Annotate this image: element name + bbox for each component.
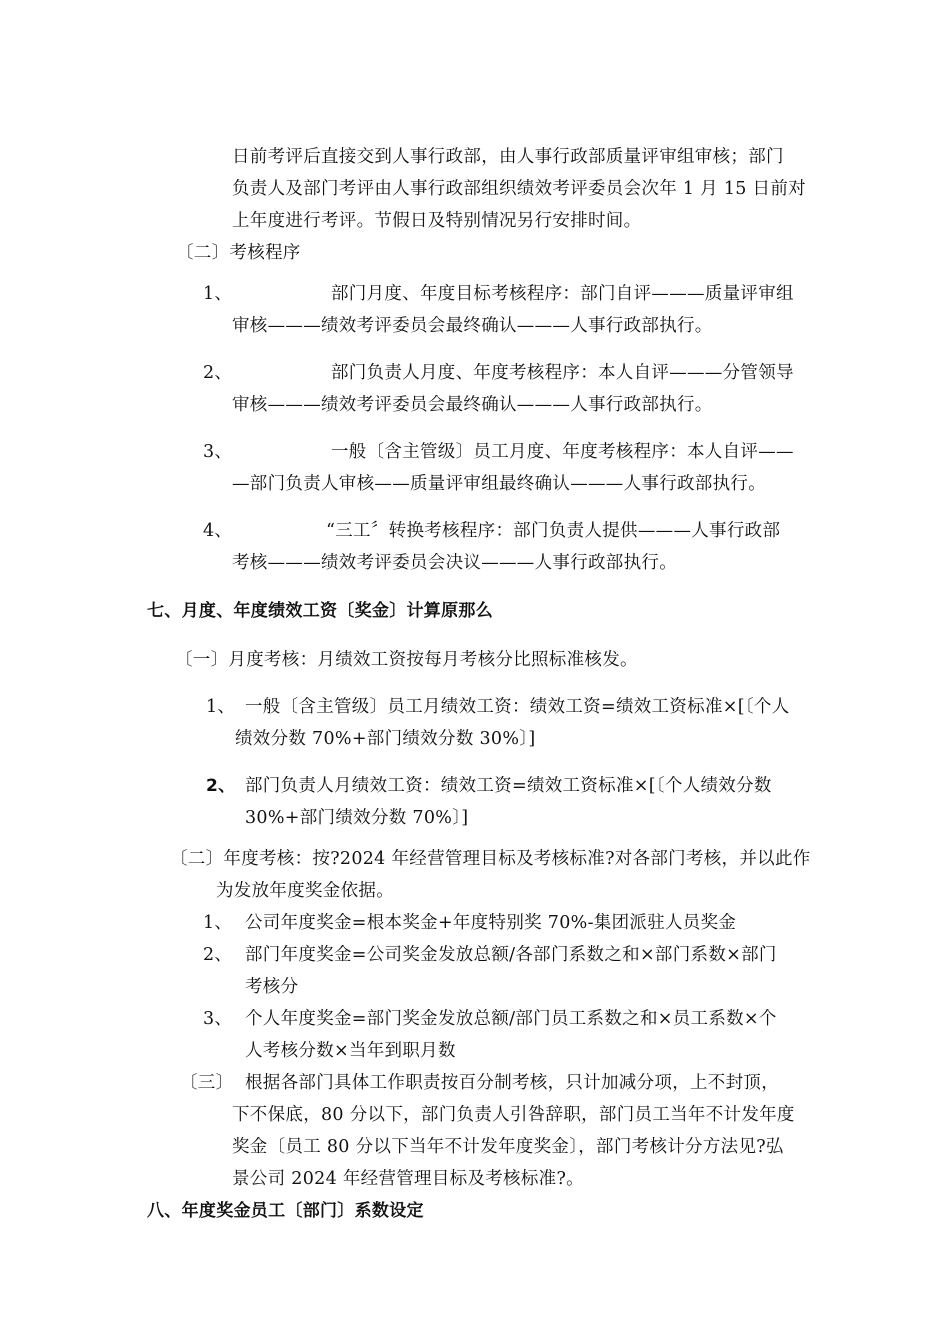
- list-number: 3、: [203, 442, 233, 462]
- list-item-line: 公司年度奖金=根本奖金+年度特别奖 70%-集团派驻人员奖金: [245, 913, 737, 933]
- list-item-line: 考核分: [245, 977, 299, 997]
- list-number: 3、: [203, 1009, 233, 1029]
- list-item-line: 个人年度奖金=部门奖金发放总额/部门员工系数之和×员工系数×个: [245, 1009, 777, 1029]
- chapter-title: 七、月度、年度绩效工资〔奖金〕计算原那么: [147, 601, 493, 621]
- list-item-line: 部门月度、年度目标考核程序：部门自评———质量评审组: [331, 284, 794, 304]
- list-item-line: 一般〔含主管级〕员工月绩效工资：绩效工资=绩效工资标准×[〔个人: [245, 697, 790, 717]
- list-number: 4、: [203, 521, 233, 541]
- paragraph-line: 下不保底，80 分以下，部门负责人引咎辞职，部门员工当年不计发年度: [232, 1105, 795, 1125]
- list-number: 1、: [203, 913, 233, 933]
- paragraph-line: 奖金〔员工 80 分以下当年不计发年度奖金〕，部门考核计分方法见?弘: [232, 1137, 784, 1157]
- list-number: 2、: [203, 945, 233, 965]
- paragraph-line: 为发放年度奖金依据。: [216, 881, 394, 901]
- paragraph-line: 根据各部门具体工作职责按百分制考核，只计加减分项，上不封顶，: [245, 1073, 779, 1093]
- list-number: 2、: [203, 363, 233, 383]
- list-item-line: —部门负责人审核——质量评审组最终确认———人事行政部执行。: [232, 474, 766, 494]
- list-item-line: 部门年度奖金=公司奖金发放总额/各部门系数之和×部门系数×部门: [245, 945, 777, 965]
- list-item-line: 审核———绩效考评委员会最终确认———人事行政部执行。: [232, 395, 713, 415]
- subsection-heading: 〔二〕年度考核：按?2024 年经营管理目标及考核标准?对各部门考核，并以此作: [170, 849, 811, 869]
- list-number: 〔三〕: [180, 1073, 234, 1093]
- paragraph-line: 负责人及部门考评由人事行政部组织绩效考评委员会次年 1 月 15 日前对: [232, 179, 806, 199]
- list-item-line: 审核———绩效考评委员会最终确认———人事行政部执行。: [232, 316, 713, 336]
- list-item-line: 一般〔含主管级〕员工月度、年度考核程序：本人自评——: [331, 442, 794, 462]
- list-item-line: 考核———绩效考评委员会决议———人事行政部执行。: [232, 553, 677, 573]
- list-item-line: 30%+部门绩效分数 70%〕]: [245, 808, 469, 828]
- list-number: 1、: [206, 697, 236, 717]
- list-number: 2、: [206, 776, 236, 796]
- paragraph-line: 景公司 2024 年经营管理目标及考核标准?。: [232, 1169, 584, 1189]
- list-item-line: 部门负责人月度、年度考核程序：本人自评———分管领导: [331, 363, 794, 383]
- paragraph-line: 日前考评后直接交到人事行政部，由人事行政部质量评审组审核；部门: [232, 147, 784, 167]
- list-item-line: “三工〞转换考核程序：部门负责人提供———人事行政部: [326, 521, 781, 541]
- paragraph-line: 上年度进行考评。节假日及特别情况另行安排时间。: [232, 211, 642, 231]
- list-item-line: 绩效分数 70%+部门绩效分数 30%〕]: [235, 729, 536, 749]
- subsection-heading: 〔一〕月度考核：月绩效工资按每月考核分比照标准核发。: [175, 650, 638, 670]
- list-item-line: 部门负责人月绩效工资：绩效工资=绩效工资标准×[〔个人绩效分数: [245, 776, 772, 796]
- list-number: 1、: [203, 284, 233, 304]
- section-heading: 〔二〕考核程序: [176, 243, 301, 263]
- chapter-title: 八、年度奖金员工〔部门〕系数设定: [147, 1201, 424, 1221]
- list-item-line: 人考核分数×当年到职月数: [245, 1041, 456, 1061]
